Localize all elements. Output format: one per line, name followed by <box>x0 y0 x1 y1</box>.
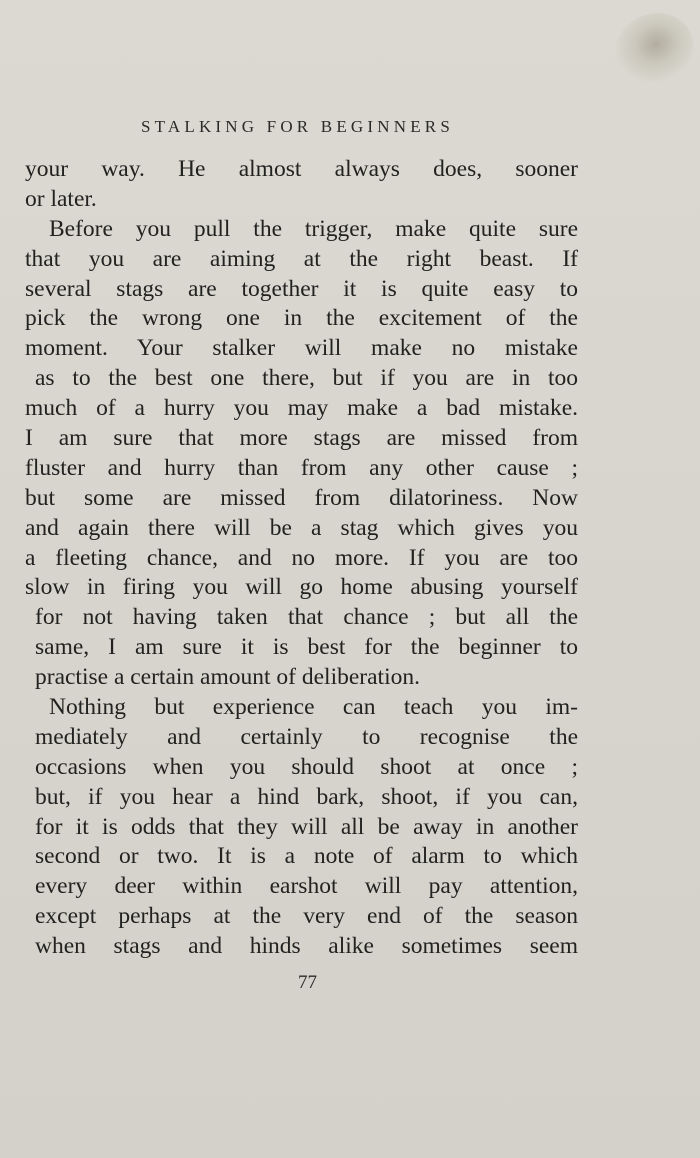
text-line: but, if you hear a hind bark, shoot, if you can, <box>35 783 578 810</box>
text-line: but some are missed from dilatoriness. Now <box>25 484 578 511</box>
text-line: that you are aiming at the right beast. If <box>25 245 578 272</box>
text-line: for not having taken that chance ; but all the <box>35 604 578 631</box>
text-line: occasions when you should shoot at once ; <box>35 753 578 780</box>
text-line: pick the wrong one in the excitement of the <box>25 305 578 332</box>
paper-stain <box>603 0 700 97</box>
text-line: same, I am sure it is best for the beginner to <box>35 634 578 661</box>
text-line: Before you pull the trigger, make quite sure <box>49 215 578 242</box>
text-line: practise a certain amount of deliberation. <box>35 664 420 691</box>
body-text <box>25 155 578 962</box>
text-line: I am sure that more stags are missed from <box>25 425 578 452</box>
text-line: moment. Your stalker will make no mistake <box>25 335 578 362</box>
page-number: 77 <box>298 972 317 993</box>
text-line: second or two. It is a note of alarm to which <box>35 843 578 870</box>
text-line: Nothing but experience can teach you im- <box>49 694 578 721</box>
text-line: slow in firing you will go home abusing yourself <box>25 574 578 601</box>
text-line: much of a hurry you may make a bad mistake. <box>25 395 578 422</box>
text-line: several stags are together it is quite easy to <box>25 275 578 302</box>
text-line: except perhaps at the very end of the season <box>35 903 578 930</box>
text-line: for it is odds that they will all be away in another <box>35 813 578 840</box>
text-line: or later. <box>25 185 97 212</box>
text-line: as to the best one there, but if you are in too <box>35 365 578 392</box>
text-line: fluster and hurry than from any other cause ; <box>25 454 578 481</box>
text-line: and again there will be a stag which gives you <box>25 514 578 541</box>
running-head: STALKING FOR BEGINNERS <box>141 117 454 136</box>
text-line: your way. He almost always does, sooner <box>25 156 578 182</box>
text-line: when stags and hinds alike sometimes seem <box>35 933 578 960</box>
text-line: a fleeting chance, and no more. If you are too <box>25 544 578 571</box>
text-line: mediately and certainly to recognise the <box>35 723 578 750</box>
text-line: every deer within earshot will pay attention, <box>35 873 578 900</box>
